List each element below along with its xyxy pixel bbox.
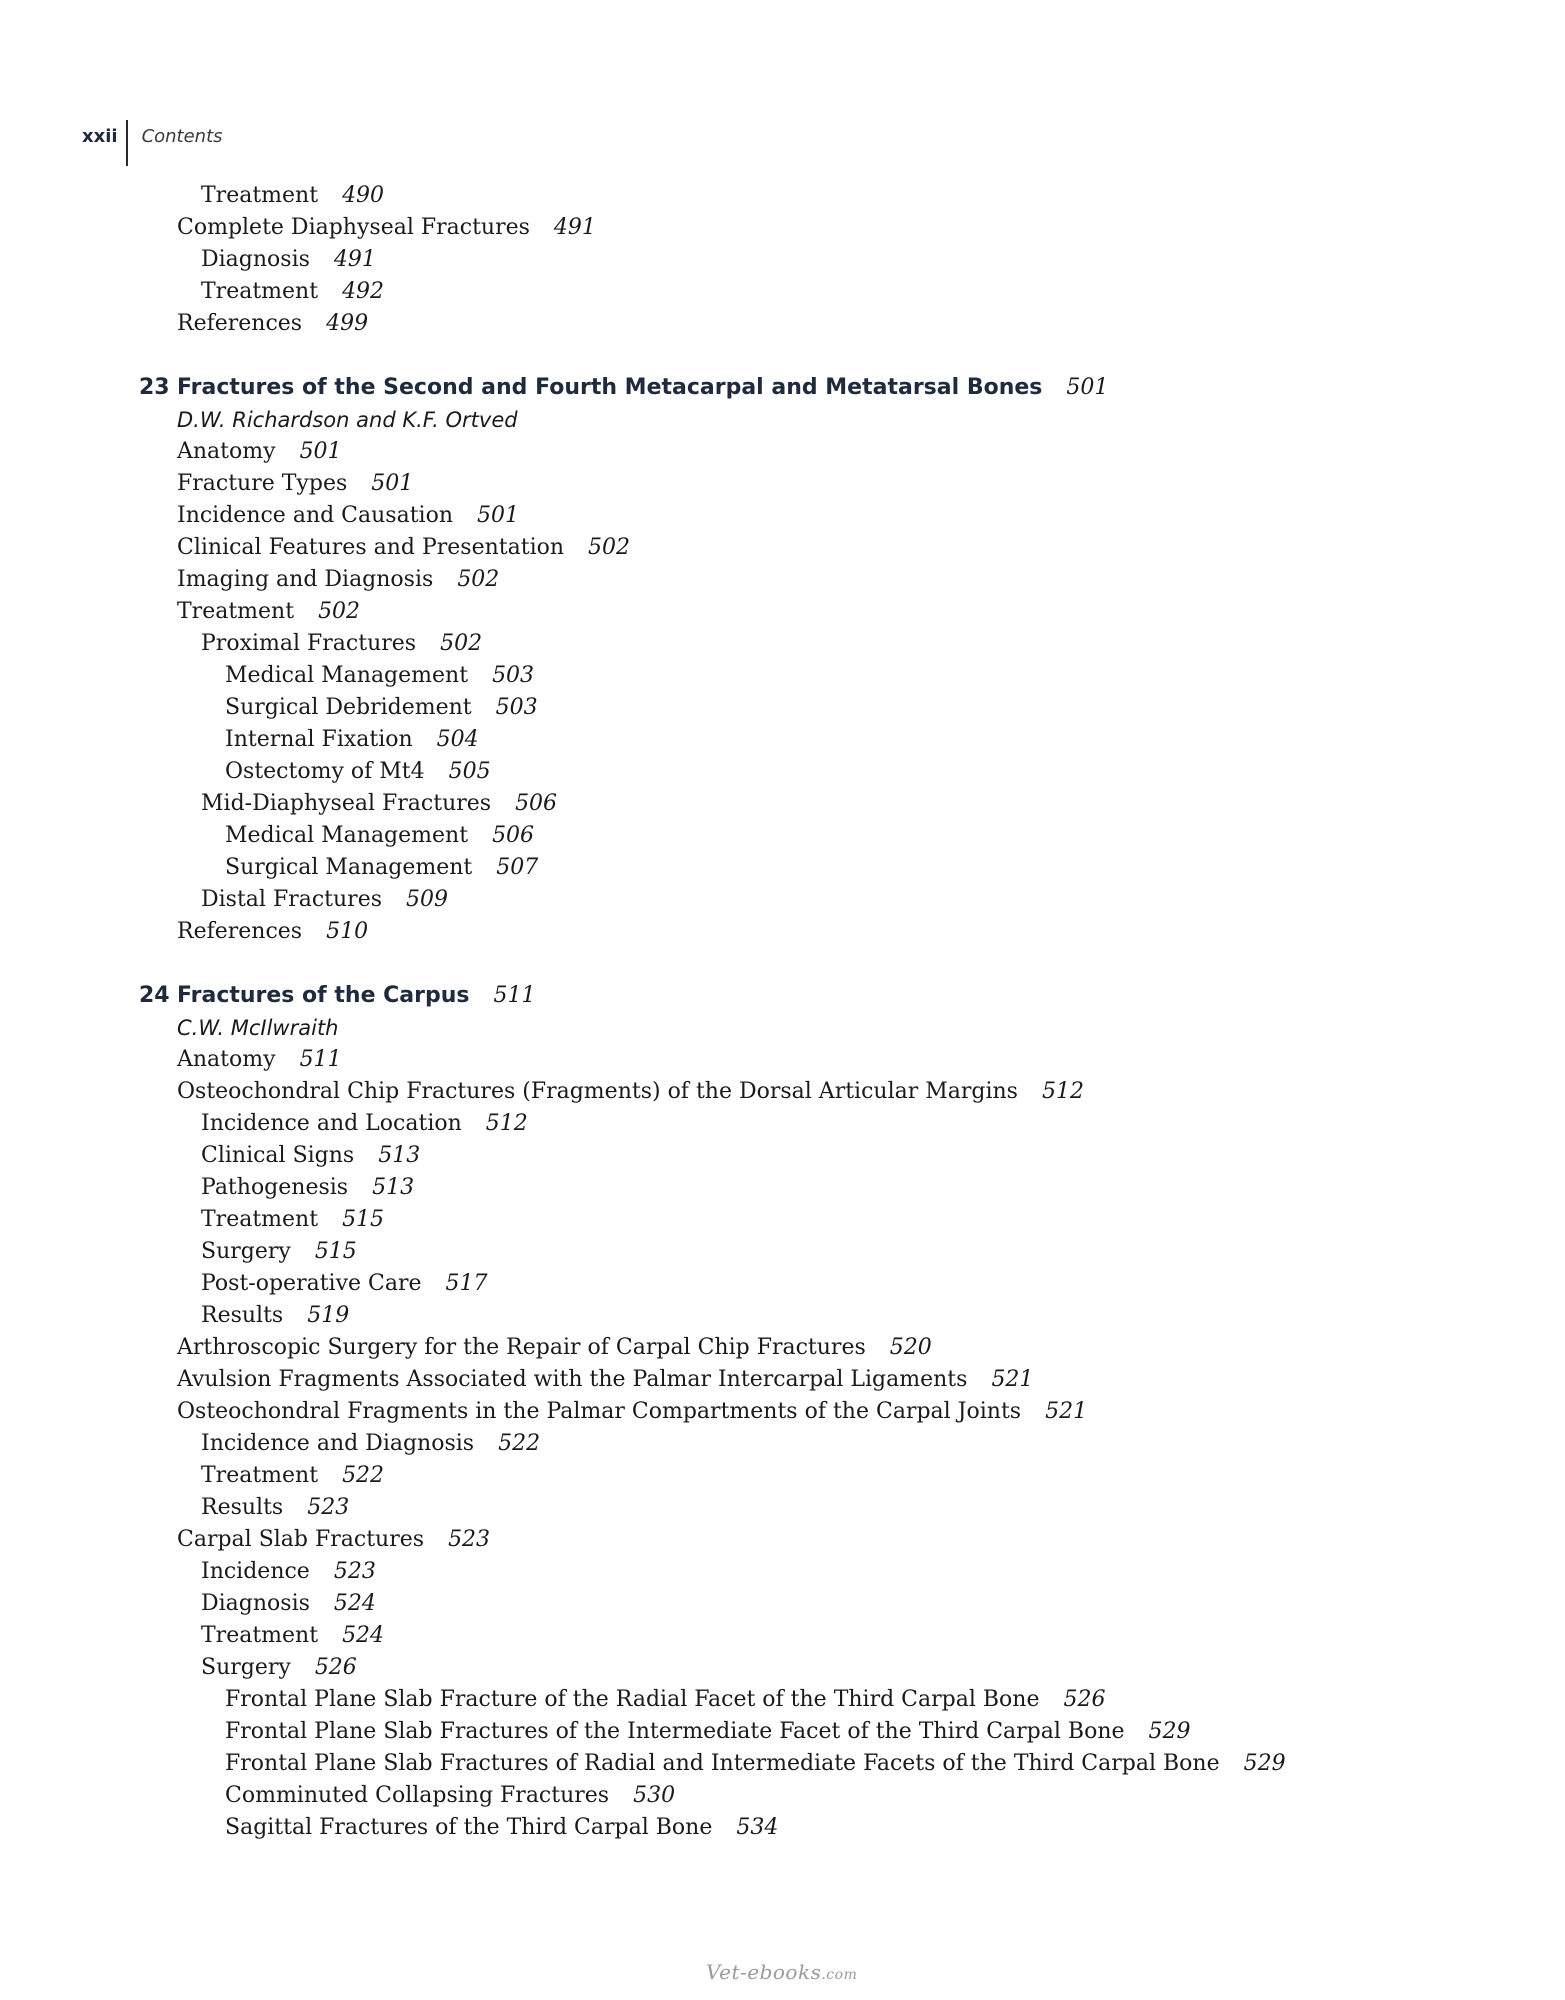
entry-title: Frontal Plane Slab Fracture of the Radial Facet of the Third Carpal Bone bbox=[225, 1687, 1040, 1712]
entry-page-number: 506 bbox=[492, 823, 535, 848]
entry-title: Osteochondral Fragments in the Palmar Compartments of the Carpal Joints bbox=[177, 1399, 1022, 1424]
entry-title: Treatment bbox=[201, 1623, 319, 1648]
entry-page-number: 502 bbox=[440, 631, 483, 656]
entry-title: Incidence and Location bbox=[201, 1111, 462, 1136]
entry-page-number: 524 bbox=[342, 1623, 385, 1648]
entry-page-number: 524 bbox=[333, 1591, 376, 1616]
entry-title: Frontal Plane Slab Fractures of the Intermediate Facet of the Third Carpal Bone bbox=[225, 1719, 1125, 1744]
entry-title: Internal Fixation bbox=[225, 727, 413, 752]
watermark-text: Vet-ebooks bbox=[706, 1960, 822, 1984]
entry-title: Osteochondral Chip Fractures (Fragments) of the Dorsal Articular Margins bbox=[177, 1079, 1018, 1104]
chapter-heading[interactable] bbox=[139, 372, 1109, 404]
entry-page-number: 499 bbox=[326, 311, 369, 336]
toc-entry[interactable] bbox=[201, 1268, 488, 1300]
entry-title: Anatomy bbox=[177, 1047, 276, 1072]
entry-page-number: 503 bbox=[492, 663, 535, 688]
toc-entry[interactable] bbox=[225, 1812, 778, 1844]
toc-entry[interactable] bbox=[201, 1588, 376, 1620]
running-head: Contents bbox=[141, 126, 223, 147]
toc-entry[interactable] bbox=[225, 660, 534, 692]
entry-title: Sagittal Fractures of the Third Carpal Bone bbox=[225, 1815, 713, 1840]
entry-page-number: 522 bbox=[498, 1431, 541, 1456]
entry-title: Clinical Signs bbox=[201, 1143, 355, 1168]
entry-title: Carpal Slab Fractures bbox=[177, 1527, 425, 1552]
entry-page-number: 502 bbox=[318, 599, 361, 624]
entry-title: Post-operative Care bbox=[201, 1271, 422, 1296]
entry-title: Results bbox=[201, 1303, 284, 1328]
entry-title: Complete Diaphyseal Fractures bbox=[177, 215, 530, 240]
entry-page-number: 507 bbox=[496, 855, 539, 880]
entry-page-number: 526 bbox=[314, 1655, 357, 1680]
chapter-number: 23 bbox=[139, 375, 170, 400]
entry-page-number: 510 bbox=[326, 919, 369, 944]
entry-page-number: 522 bbox=[342, 1463, 385, 1488]
toc-entry[interactable] bbox=[201, 180, 384, 212]
entry-page-number: 521 bbox=[1045, 1399, 1088, 1424]
entry-page-number: 526 bbox=[1063, 1687, 1106, 1712]
page-header bbox=[82, 120, 223, 166]
watermark-logo bbox=[706, 1960, 857, 1984]
toc-entry[interactable] bbox=[225, 852, 538, 884]
entry-page-number: 523 bbox=[307, 1495, 350, 1520]
entry-title: Incidence and Causation bbox=[177, 503, 453, 528]
watermark-suffix: .com bbox=[821, 1967, 858, 1983]
toc-entry[interactable] bbox=[225, 1748, 1286, 1780]
entry-title: References bbox=[177, 311, 303, 336]
toc-entry[interactable] bbox=[201, 1300, 349, 1332]
entry-page-number: 530 bbox=[633, 1783, 676, 1808]
toc-entry[interactable] bbox=[201, 628, 482, 660]
toc-entry[interactable] bbox=[201, 1172, 414, 1204]
chapter-authors: C.W. McIlwraith bbox=[177, 1016, 339, 1040]
entry-page-number: 529 bbox=[1148, 1719, 1191, 1744]
entry-page-number: 515 bbox=[342, 1207, 385, 1232]
toc-entry[interactable] bbox=[201, 1460, 384, 1492]
toc-entry[interactable] bbox=[225, 820, 534, 852]
entry-page-number: 512 bbox=[485, 1111, 528, 1136]
entry-page-number: 502 bbox=[457, 567, 500, 592]
entry-title: Distal Fractures bbox=[201, 887, 383, 912]
entry-title: Comminuted Collapsing Fractures bbox=[225, 1783, 610, 1808]
entry-title: Frontal Plane Slab Fractures of Radial and Intermediate Facets of the Third Carpal Bone bbox=[225, 1751, 1220, 1776]
entry-title: Treatment bbox=[201, 183, 319, 208]
entry-page-number: 509 bbox=[406, 887, 449, 912]
entry-page-number: 504 bbox=[436, 727, 479, 752]
entry-title: Treatment bbox=[201, 1463, 319, 1488]
toc-entry[interactable] bbox=[201, 1140, 420, 1172]
chapter-title: Fractures of the Second and Fourth Metacarpal and Metatarsal Bones bbox=[177, 375, 1043, 400]
toc-entry[interactable] bbox=[225, 1684, 1105, 1716]
chapter-heading[interactable] bbox=[139, 980, 536, 1012]
toc-entry[interactable] bbox=[177, 1396, 1087, 1428]
entry-page-number: 519 bbox=[307, 1303, 350, 1328]
entry-title: Mid-Diaphyseal Fractures bbox=[201, 791, 492, 816]
toc-entry[interactable] bbox=[177, 1076, 1084, 1108]
toc-entry[interactable] bbox=[177, 1332, 932, 1364]
entry-title: Anatomy bbox=[177, 439, 276, 464]
chapter-page-number: 511 bbox=[493, 983, 536, 1008]
chapter-authors: D.W. Richardson and K.F. Ortved bbox=[177, 408, 518, 432]
entry-title: Results bbox=[201, 1495, 284, 1520]
toc-entry[interactable] bbox=[225, 692, 538, 724]
toc-entry[interactable] bbox=[225, 1716, 1191, 1748]
toc-entry[interactable] bbox=[201, 1556, 376, 1588]
toc-entry[interactable] bbox=[177, 308, 368, 340]
entry-page-number: 501 bbox=[299, 439, 342, 464]
toc-entry[interactable] bbox=[177, 564, 499, 596]
toc-entry[interactable] bbox=[225, 756, 491, 788]
toc-entry[interactable] bbox=[177, 212, 596, 244]
chapter-number: 24 bbox=[139, 983, 170, 1008]
entry-page-number: 523 bbox=[448, 1527, 491, 1552]
entry-title: Imaging and Diagnosis bbox=[177, 567, 434, 592]
entry-title: Incidence and Diagnosis bbox=[201, 1431, 475, 1456]
entry-page-number: 506 bbox=[515, 791, 558, 816]
toc-entry[interactable] bbox=[201, 1108, 528, 1140]
entry-page-number: 491 bbox=[333, 247, 376, 272]
toc-entry[interactable] bbox=[201, 1492, 349, 1524]
toc-entry[interactable] bbox=[177, 596, 360, 628]
entry-title: Diagnosis bbox=[201, 1591, 310, 1616]
toc-entry[interactable] bbox=[201, 1204, 384, 1236]
toc-entry[interactable] bbox=[177, 468, 413, 500]
entry-title: Surgical Management bbox=[225, 855, 473, 880]
entry-title: Surgery bbox=[201, 1655, 291, 1680]
entry-title: Incidence bbox=[201, 1559, 310, 1584]
chapter-page-number: 501 bbox=[1066, 375, 1109, 400]
entry-page-number: 505 bbox=[448, 759, 491, 784]
toc-entry[interactable] bbox=[177, 916, 368, 948]
entry-title: Medical Management bbox=[225, 663, 469, 688]
toc-entry[interactable] bbox=[177, 436, 342, 468]
entry-page-number: 492 bbox=[342, 279, 385, 304]
entry-title: Clinical Features and Presentation bbox=[177, 535, 565, 560]
entry-title: Medical Management bbox=[225, 823, 469, 848]
toc-entry[interactable] bbox=[201, 1652, 357, 1684]
toc-entry[interactable] bbox=[177, 1364, 1033, 1396]
toc-entry[interactable] bbox=[225, 1780, 675, 1812]
entry-page-number: 520 bbox=[889, 1335, 932, 1360]
toc-entry[interactable] bbox=[201, 276, 384, 308]
entry-page-number: 502 bbox=[588, 535, 631, 560]
page-number: xxii bbox=[82, 126, 118, 147]
toc-entry[interactable] bbox=[177, 532, 630, 564]
toc-entry[interactable] bbox=[201, 244, 376, 276]
chapter-title: Fractures of the Carpus bbox=[177, 983, 470, 1008]
entry-page-number: 515 bbox=[314, 1239, 357, 1264]
entry-title: Treatment bbox=[201, 279, 319, 304]
entry-title: Pathogenesis bbox=[201, 1175, 349, 1200]
entry-title: Ostectomy of Mt4 bbox=[225, 759, 425, 784]
toc-entry[interactable] bbox=[177, 1044, 342, 1076]
entry-page-number: 517 bbox=[445, 1271, 488, 1296]
entry-page-number: 513 bbox=[378, 1143, 421, 1168]
entry-title: Surgical Debridement bbox=[225, 695, 472, 720]
entry-page-number: 490 bbox=[342, 183, 385, 208]
entry-page-number: 523 bbox=[333, 1559, 376, 1584]
toc-entry[interactable] bbox=[201, 788, 557, 820]
toc-entry[interactable] bbox=[201, 884, 448, 916]
toc-entry[interactable] bbox=[201, 1236, 357, 1268]
entry-page-number: 521 bbox=[991, 1367, 1034, 1392]
toc-entry[interactable] bbox=[225, 724, 479, 756]
entry-title: Arthroscopic Surgery for the Repair of Carpal Chip Fractures bbox=[177, 1335, 866, 1360]
entry-page-number: 491 bbox=[553, 215, 596, 240]
entry-title: Surgery bbox=[201, 1239, 291, 1264]
entry-page-number: 503 bbox=[495, 695, 538, 720]
entry-page-number: 512 bbox=[1041, 1079, 1084, 1104]
entry-page-number: 529 bbox=[1243, 1751, 1286, 1776]
entry-page-number: 513 bbox=[372, 1175, 415, 1200]
entry-page-number: 501 bbox=[477, 503, 519, 528]
entry-title: Proximal Fractures bbox=[201, 631, 417, 656]
entry-title: Diagnosis bbox=[201, 247, 310, 272]
entry-page-number: 511 bbox=[299, 1047, 342, 1072]
entry-page-number: 501 bbox=[371, 471, 414, 496]
entry-page-number: 534 bbox=[736, 1815, 779, 1840]
toc-entry[interactable] bbox=[201, 1428, 540, 1460]
entry-title: Fracture Types bbox=[177, 471, 348, 496]
entry-title: Treatment bbox=[201, 1207, 319, 1232]
toc-entry[interactable] bbox=[177, 500, 519, 532]
entry-title: Avulsion Fragments Associated with the Palmar Intercarpal Ligaments bbox=[177, 1367, 968, 1392]
toc-entry[interactable] bbox=[201, 1620, 384, 1652]
entry-title: References bbox=[177, 919, 303, 944]
entry-title: Treatment bbox=[177, 599, 295, 624]
toc-entry[interactable] bbox=[177, 1524, 490, 1556]
